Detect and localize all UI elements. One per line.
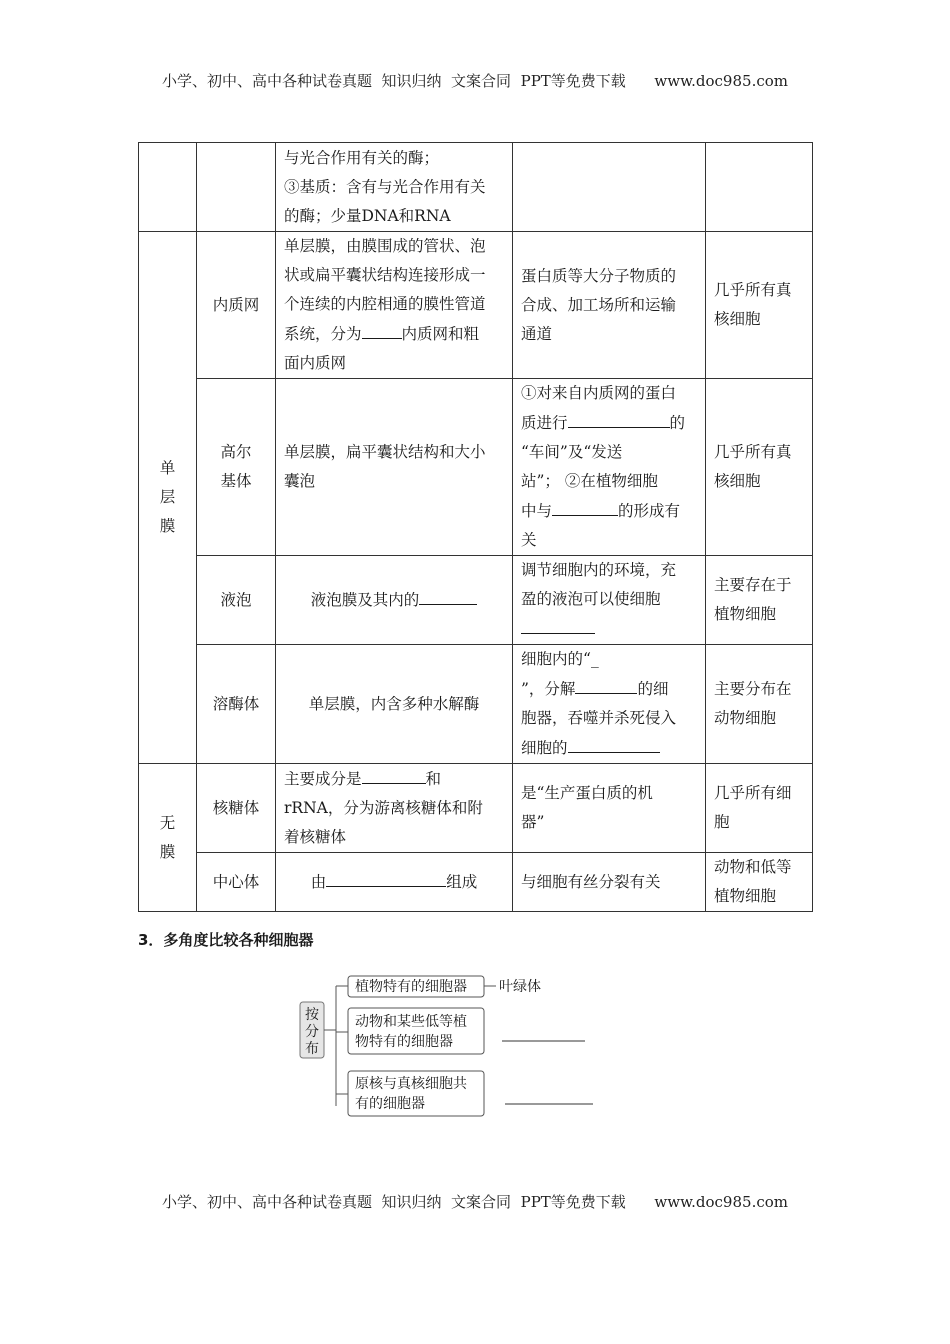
structure-cell: 单层膜，由膜围成的管状、泡 状或扁平囊状结构连接形成一 个连续的内腔相通的膜性管道 系统，分为 内质网和粗 面内质网 — [276, 232, 513, 379]
organelle-name: 高尔 基体 — [197, 379, 276, 556]
branch-label-animal-2: 物特有的细胞器 — [355, 1034, 453, 1050]
fill-blank[interactable] — [575, 674, 637, 694]
function-cell: 调节细胞内的环境，充 盈的液泡可以使细胞 — [513, 556, 706, 645]
page-footer: 小学、初中、高中各种试卷真题 知识归纳 文案合同 PPT等免费下载 www.doc985.com — [161, 1193, 788, 1211]
table-row-centrosome — [139, 853, 813, 912]
bracket-lines — [324, 986, 348, 1106]
fill-blank[interactable] — [568, 408, 670, 428]
structure-cell: 单层膜，内含多种水解酶 — [276, 645, 513, 764]
distribution-cell: 几乎所有真 核细胞 — [706, 379, 813, 556]
name-cell — [197, 143, 276, 232]
table-row-vacuole — [139, 556, 813, 645]
branch-label-shared-1: 原核与真核细胞共 — [355, 1076, 467, 1092]
category-cell — [139, 143, 197, 232]
distribution-cell: 动物和低等 植物细胞 — [706, 853, 813, 912]
fill-blank[interactable] — [521, 614, 595, 634]
structure-cell: 单层膜，扁平囊状结构和大小 囊泡 — [276, 379, 513, 556]
function-cell: 细胞内的“_ ”，分解 的细 胞器，吞噬并杀死侵入 细胞的 — [513, 645, 706, 764]
root-label-3: 布 — [305, 1041, 319, 1057]
root-label-2: 分 — [305, 1024, 319, 1040]
distribution-cell: 几乎所有细 胞 — [706, 764, 813, 853]
fill-blank[interactable] — [568, 733, 660, 753]
structure-cell: 与光合作用有关的酶； ③基质：含有与光合作用有关 的酶；少量DNA和RNA — [276, 143, 513, 232]
table-row-ribosome — [139, 764, 813, 853]
distribution-cell: 几乎所有真 核细胞 — [706, 232, 813, 379]
fill-blank[interactable] — [419, 585, 477, 605]
organelle-name: 溶酶体 — [197, 645, 276, 764]
branch-answer-plant: 叶绿体 — [499, 979, 541, 995]
branch-label-animal-1: 动物和某些低等植 — [355, 1014, 467, 1030]
table-row-golgi — [139, 379, 813, 556]
fill-blank[interactable] — [362, 319, 402, 339]
category-no-membrane: 无 膜 — [139, 764, 197, 912]
function-cell: 与细胞有丝分裂有关 — [513, 853, 706, 912]
section-title: 3．多角度比较各种细胞器 — [138, 931, 314, 949]
fill-blank[interactable] — [552, 496, 618, 516]
function-cell: 蛋白质等大分子物质的 合成、加工场所和运输 通道 — [513, 232, 706, 379]
organelle-table — [138, 142, 813, 912]
root-label-1: 按 — [305, 1007, 319, 1023]
table-row-lysosome — [139, 645, 813, 764]
organelle-name: 液泡 — [197, 556, 276, 645]
structure-cell: 主要成分是 和 rRNA，分为游离核糖体和附 着核糖体 — [276, 764, 513, 853]
structure-cell: 由 组成 — [276, 853, 513, 912]
table-row-er — [139, 232, 813, 379]
category-single-membrane: 单 层 膜 — [139, 232, 197, 764]
function-cell: 是“生产蛋白质的机 器” — [513, 764, 706, 853]
distribution-cell — [706, 143, 813, 232]
organelle-name: 核糖体 — [197, 764, 276, 853]
structure-cell: 液泡膜及其内的 — [276, 556, 513, 645]
function-cell — [513, 143, 706, 232]
organelle-distribution-diagram — [298, 970, 618, 1120]
table-row — [139, 143, 813, 232]
branch-label-plant: 植物特有的细胞器 — [355, 979, 467, 995]
function-cell: ①对来自内质网的蛋白 质进行 的 “车间”及“发送 站”； ②在植物细胞 中与 的形成有 关 — [513, 379, 706, 556]
distribution-cell: 主要存在于 植物细胞 — [706, 556, 813, 645]
page-header: 小学、初中、高中各种试卷真题 知识归纳 文案合同 PPT等免费下载 www.doc985.com — [161, 72, 788, 90]
organelle-name: 中心体 — [197, 853, 276, 912]
organelle-name: 内质网 — [197, 232, 276, 379]
fill-blank[interactable] — [326, 867, 446, 887]
distribution-cell: 主要分布在 动物细胞 — [706, 645, 813, 764]
fill-blank[interactable] — [362, 764, 426, 784]
branch-label-shared-2: 有的细胞器 — [355, 1096, 425, 1112]
